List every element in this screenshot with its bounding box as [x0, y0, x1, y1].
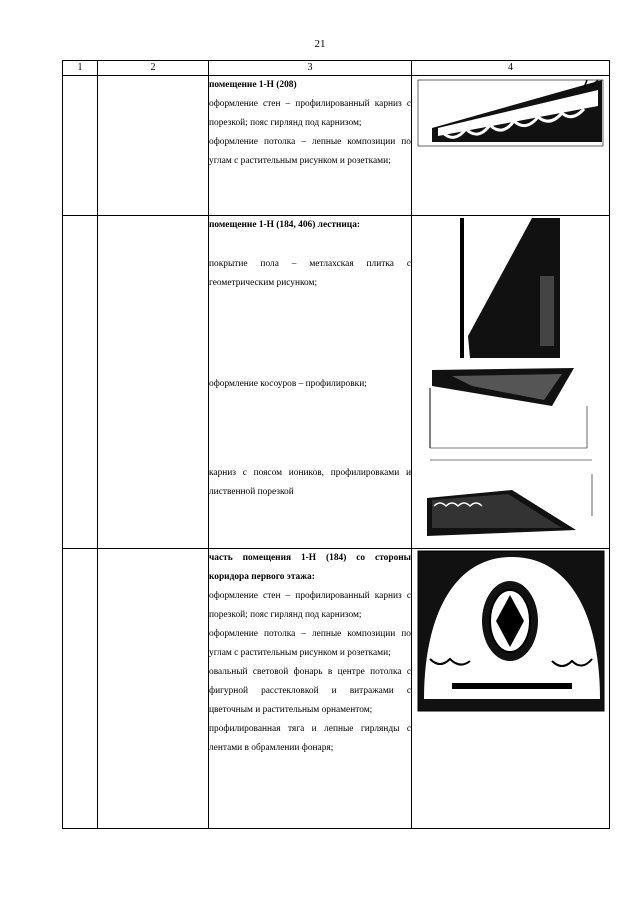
cell-col2	[98, 216, 209, 549]
description-cell	[209, 76, 412, 216]
table-header-row	[63, 61, 610, 76]
photo-cell	[412, 549, 610, 829]
heritage-table	[62, 60, 610, 829]
description-line: профилированная тяга и лепные гирлянды с лентами в обрамлении фонаря;	[209, 724, 411, 753]
row-title: помещение 1-Н (208)	[209, 80, 297, 90]
cell-col1	[63, 549, 98, 829]
description-line: оформление стен – профилированный карниз с порезкой; пояс гирлянд под карнизом;	[209, 99, 411, 128]
description-line: оформление стен – профилированный карниз с порезкой; пояс гирлянд под карнизом;	[209, 591, 411, 620]
description-line: оформление косоуров – профилировки;	[209, 379, 367, 389]
cell-col2	[98, 549, 209, 829]
cell-col1	[63, 76, 98, 216]
description-line: карниз с поясом иоников, профилировками и лиственной порезкой	[209, 468, 411, 497]
column-header-3: 3	[209, 61, 412, 76]
cell-col2	[98, 76, 209, 216]
description-line: покрытие пола – метлахская плитка с геометрическим рисунком;	[209, 259, 411, 288]
cell-col1	[63, 216, 98, 549]
column-header-2: 2	[98, 61, 209, 76]
table-row	[63, 549, 610, 829]
photo-cell	[412, 216, 610, 549]
row-title: помещение 1-Н (184, 406) лестница:	[209, 220, 361, 230]
description-line: оформление потолка – лепные композиции по углам с растительным рисунком и розетками;	[209, 137, 411, 166]
column-header-4: 4	[412, 61, 610, 76]
column-header-1: 1	[63, 61, 98, 76]
table-row	[63, 76, 610, 216]
description-line: овальный световой фонарь в центре потолка с фигурной расстекловкой и витражами с цветочным и растительным орнаментом;	[209, 667, 411, 715]
table-row	[63, 216, 610, 549]
page-number: 21	[314, 38, 326, 50]
description-cell	[209, 216, 412, 549]
photo-cell	[412, 76, 610, 216]
cornice-garland-photo	[412, 76, 609, 215]
description-cell	[209, 549, 412, 829]
oval-skylight-photo	[412, 549, 609, 714]
row-title: часть помещения 1-Н (184) со стороны коридора первого этажа:	[209, 553, 411, 582]
staircase-photos	[412, 216, 609, 548]
description-line: оформление потолка – лепные композиции по углам с растительным рисунком и розетками;	[209, 629, 411, 658]
